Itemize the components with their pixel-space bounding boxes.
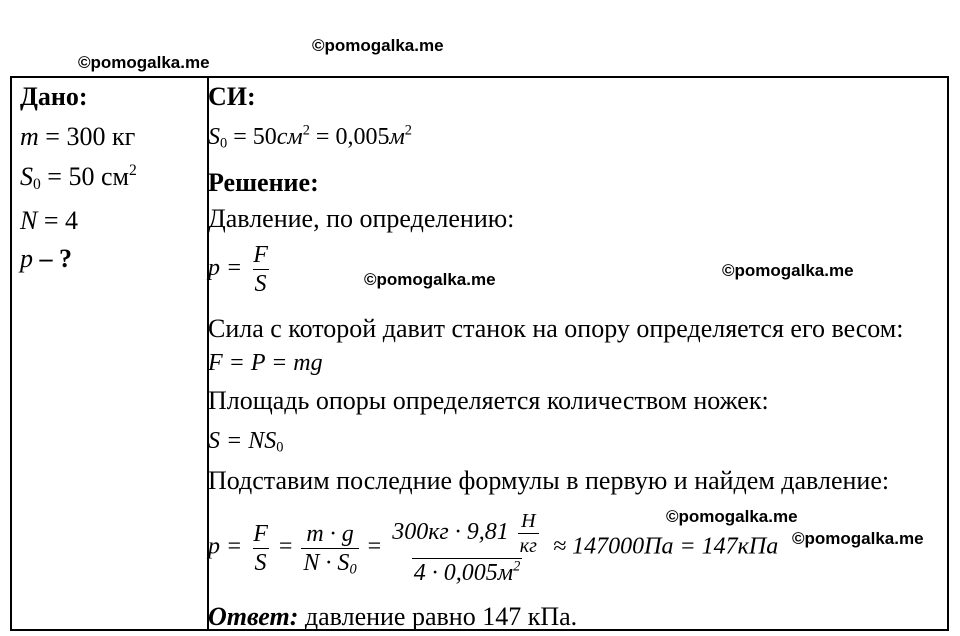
si-sub: 0 (220, 135, 228, 152)
f1-fraction (251, 242, 270, 297)
si-eq1: = 50 (227, 124, 277, 150)
pressure-question: – ? (33, 244, 72, 273)
watermark: ©pomogalka.me (722, 261, 854, 280)
f4-lhs: p = (208, 533, 243, 560)
text-definition: Давление, по определению: (208, 204, 515, 233)
mass-var: m (20, 122, 39, 151)
f4-frac-c (390, 510, 544, 586)
text-area: Площадь опоры определяется количеством ножек: (208, 386, 769, 415)
answer-text: давление равно 147 кПа. (298, 602, 578, 631)
f4-b-den-text: N · S (303, 549, 350, 576)
given-find (20, 244, 72, 274)
formula-area (208, 426, 283, 456)
watermark: ©pomogalka.me (312, 36, 444, 55)
mass-value: = 300 кг (38, 122, 136, 151)
watermark: ©pomogalka.me (78, 53, 210, 72)
solution-table (10, 76, 949, 631)
area-value: = 50 см (40, 162, 129, 191)
f4-b-num: m · g (306, 520, 354, 547)
si-eq2: = 0,005 (309, 124, 390, 150)
area-sub: 0 (33, 175, 41, 193)
f4-c-num (390, 510, 544, 558)
text-substitute: Подставим последние формулы в первую и найдем давление: (208, 466, 890, 495)
f1-lhs: p = (208, 255, 243, 282)
f4-c-num-pre: 300кг · 9,81 (392, 519, 509, 546)
f3-lhs: S = NS (208, 428, 277, 454)
f4-c-inner-frac (518, 510, 539, 557)
f4-b-den (301, 548, 358, 576)
f4-a-num: F (253, 520, 268, 547)
legs-value: = 4 (37, 206, 79, 235)
f4-b-den-sub: 0 (349, 561, 357, 578)
f4-result: ≈ 147000Па = 147кПа (552, 533, 779, 560)
formula-final (208, 510, 778, 586)
f4-eq2: = (367, 533, 382, 560)
f4-c-inner-num: Н (521, 510, 536, 532)
given-area (20, 162, 137, 192)
f4-c-inner-den: кг (519, 535, 537, 557)
watermark: ©pomogalka.me (666, 507, 798, 526)
text-force: Сила с которой давит станок на опору определяется его весом: (208, 314, 904, 343)
si-pow1: 2 (302, 122, 310, 139)
given-mass (20, 122, 135, 152)
formula-pressure (208, 242, 273, 297)
f4-c-den (412, 558, 523, 586)
si-unit1: см (276, 124, 303, 150)
pressure-var: p (20, 244, 33, 273)
si-pow2: 2 (404, 122, 412, 139)
formula-force: F = P = mg (208, 350, 323, 376)
area-pow: 2 (128, 161, 137, 179)
si-unit2: м (389, 124, 405, 150)
si-var: S (208, 124, 220, 150)
si-conversion (208, 122, 412, 152)
legs-var: N (20, 206, 38, 235)
given-legs (20, 206, 78, 236)
watermark: ©pomogalka.me (792, 529, 924, 548)
f4-frac-a (251, 521, 270, 576)
f3-sub: 0 (276, 439, 284, 456)
f4-eq: = (278, 533, 293, 560)
answer-label: Ответ: (208, 602, 299, 631)
f4-frac-b (301, 521, 358, 576)
watermark: ©pomogalka.me (364, 270, 496, 289)
f4-c-den-text: 4 · 0,005м (413, 560, 514, 586)
solution-title: Решение: (208, 168, 319, 197)
f4-a-den: S (254, 549, 267, 576)
f1-den: S (254, 271, 267, 297)
given-title: Дано: (20, 82, 88, 111)
si-title: СИ: (208, 82, 256, 111)
f1-num: F (253, 242, 268, 268)
f4-c-den-pow: 2 (513, 558, 521, 575)
area-var: S (20, 162, 33, 191)
answer (208, 602, 577, 632)
